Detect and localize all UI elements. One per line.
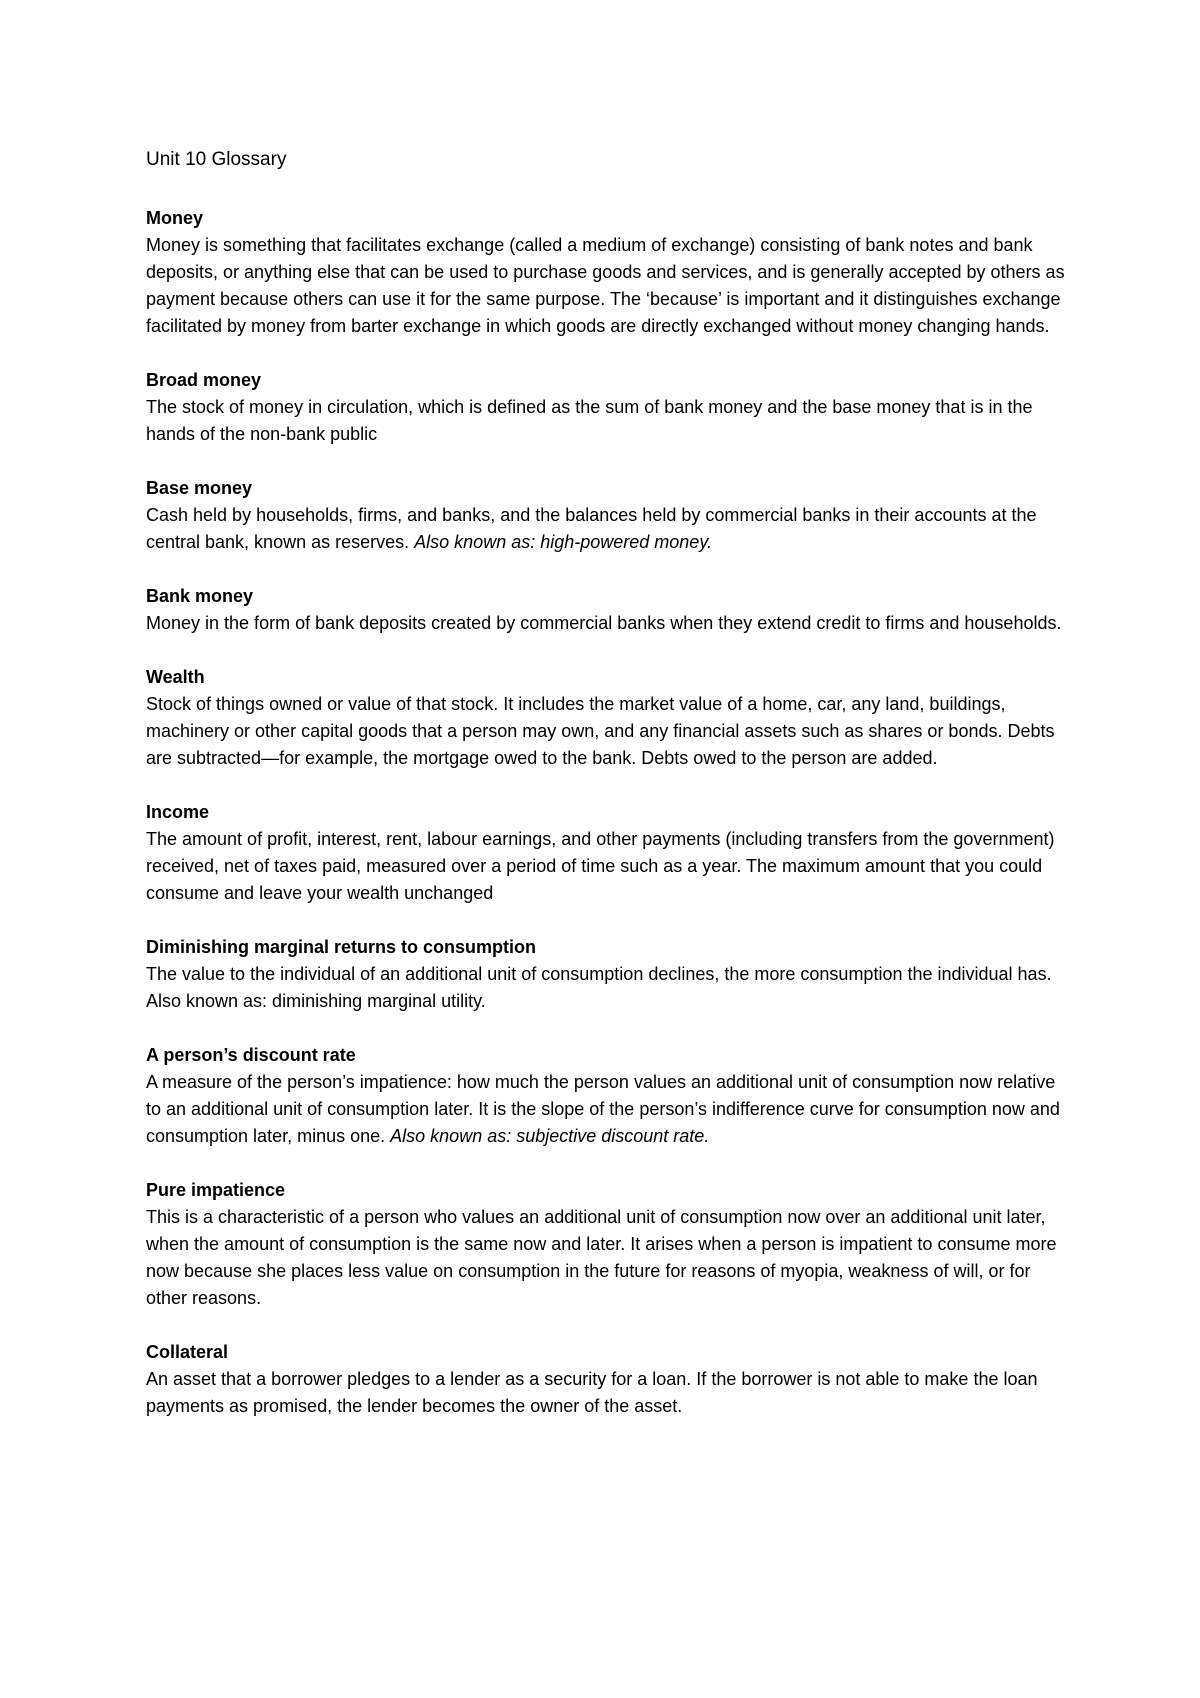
glossary-entry-discount-rate xyxy=(146,1042,1066,1150)
glossary-entry-base-money xyxy=(146,475,1066,556)
glossary-definition xyxy=(146,1069,1066,1150)
definition-text: The value to the individual of an additional unit of consumption declines, the more consumption the individual has. Also known as: diminishing marginal utility. xyxy=(146,964,1052,1011)
glossary-definition xyxy=(146,1204,1066,1312)
document-page xyxy=(146,146,1066,1447)
glossary-term: Money xyxy=(146,208,204,228)
glossary-entry-collateral xyxy=(146,1339,1066,1420)
definition-text: The amount of profit, interest, rent, labour earnings, and other payments (including transfers from the government) received, net of taxes paid, measured over a period of time such as a year. The maximum amount that you could consume and leave your wealth unchanged xyxy=(146,829,1055,903)
also-known-as: Also known as: subjective discount rate. xyxy=(390,1126,710,1146)
glossary-term: Diminishing marginal returns to consumption xyxy=(146,937,537,957)
glossary-entry-bank-money xyxy=(146,583,1066,637)
definition-text: An asset that a borrower pledges to a lender as a security for a loan. If the borrower is not able to make the loan payments as promised, the lender becomes the owner of the asset. xyxy=(146,1369,1038,1416)
glossary-term: A person’s discount rate xyxy=(146,1045,356,1065)
definition-text: Cash held by households, firms, and banks, and the balances held by commercial banks in their accounts at the central bank, known as reserves. xyxy=(146,505,1037,552)
glossary-entry-pure-impatience xyxy=(146,1177,1066,1312)
glossary-definition xyxy=(146,691,1066,772)
glossary-entry-income xyxy=(146,799,1066,907)
glossary-entry-money xyxy=(146,205,1066,340)
glossary-definition xyxy=(146,826,1066,907)
glossary-term: Income xyxy=(146,802,210,822)
glossary-definition xyxy=(146,1366,1066,1420)
also-known-as: Also known as: high-powered money. xyxy=(414,532,712,552)
glossary-term: Collateral xyxy=(146,1342,229,1362)
glossary-term: Broad money xyxy=(146,370,262,390)
document-title: Unit 10 Glossary xyxy=(146,149,287,170)
glossary-term: Base money xyxy=(146,478,253,498)
glossary-definition xyxy=(146,610,1066,637)
glossary-definition xyxy=(146,961,1066,1015)
glossary-definition xyxy=(146,502,1066,556)
definition-text: Money in the form of bank deposits created by commercial banks when they extend credit to firms and households. xyxy=(146,613,1062,633)
definition-text: Stock of things owned or value of that stock. It includes the market value of a home, car, any land, buildings, machinery or other capital goods that a person may own, and any financial assets such as shares or bonds. Debts are subtracted—for example, the mortgage owed to the bank. Debts owed to the person are added. xyxy=(146,694,1055,768)
glossary-definition xyxy=(146,394,1066,448)
glossary-term: Bank money xyxy=(146,586,254,606)
definition-text: Money is something that facilitates exchange (called a medium of exchange) consisting of bank notes and bank deposits, or anything else that can be used to purchase goods and services, and is generally accepted by others as payment because others can use it for the same purpose. The ‘because’ is important and it distinguishes exchange facilitated by money from barter exchange in which goods are directly exchanged without money changing hands. xyxy=(146,235,1065,336)
definition-text: This is a characteristic of a person who values an additional unit of consumption now over an additional unit later, when the amount of consumption is the same now and later. It arises when a person is impatient to consume more now because she places less value on consumption in the future for reasons of myopia, weakness of will, or for other reasons. xyxy=(146,1207,1057,1308)
definition-text: A measure of the person’s impatience: how much the person values an additional unit of consumption now relative to an additional unit of consumption later. It is the slope of the person’s indifference curve for consumption now and consumption later, minus one. xyxy=(146,1072,1060,1146)
glossary-definition xyxy=(146,232,1066,340)
glossary-entry-broad-money xyxy=(146,367,1066,448)
glossary-term: Wealth xyxy=(146,667,205,687)
glossary-entry-wealth xyxy=(146,664,1066,772)
glossary-entry-diminishing-marginal-returns xyxy=(146,934,1066,1015)
glossary-term: Pure impatience xyxy=(146,1180,286,1200)
definition-text: The stock of money in circulation, which is defined as the sum of bank money and the base money that is in the hands of the non-bank public xyxy=(146,397,1033,444)
